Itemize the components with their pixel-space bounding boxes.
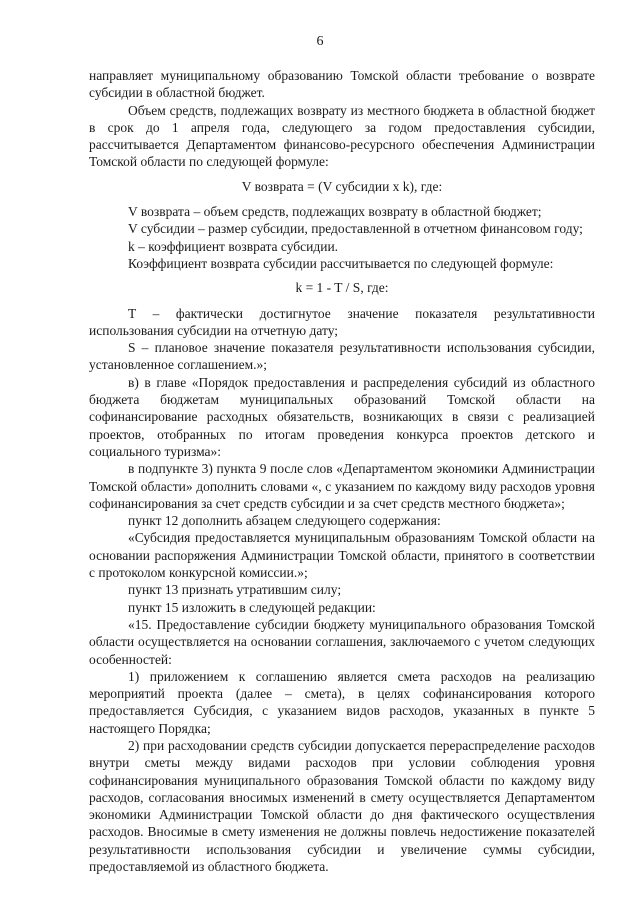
formula-volume: V возврата = (V субсидии x k), где: (241, 178, 443, 194)
paragraph: «15. Предоставление субсидии бюджету муниципального образования Томской области осуществляется на основании соглашения, заключаемого с учетом следующих особенностей: (89, 616, 595, 667)
list-item: 2) при расходовании средств субсидии допускается перераспределение расходов внутри сметы между видами расходов при условии соблюдения уровня софинансирования муниципального образования Томской области по каждому виду расходов, согласования вносимых изменений в смету осуществляется Департаментом экономики Администрации Томской области до дня фактического осуществления расходов. Вносимые в смету изменения не должны повлечь недостижение показателей результативности использования субсидии и увеличение суммы субсидии, предоставляемой из областного бюджета. (89, 737, 595, 875)
definition-item: T – фактически достигнутое значение показателя результативности использования субсидии на отчетную дату; (89, 305, 595, 338)
definition-item: S – плановое значение показателя результативности использования субсидии, установленное соглашением.»; (89, 340, 595, 373)
definition-item: V субсидии – размер субсидии, предоставленной в отчетном финансовом году; (128, 221, 583, 237)
paragraph: в) в главе «Порядок предоставления и распределения субсидий из областного бюджета бюджетам муниципальных образований Томской области на софинансирование расходных обязательств, возникающих в связи с реализацией проектов, отобранных по итогам проведения конкурса проектов детского и социального туризма»: (89, 374, 595, 459)
paragraph: Объем средств, подлежащих возврату из местного бюджета в областной бюджет в срок до 1 апреля года, следующего за годом предоставления субсидии, рассчитывается Департаментом финансово-ресурсного обеспечения Администрации Томской области по следующей формуле: (89, 102, 595, 170)
paragraph: пункт 12 дополнить абзацем следующего содержания: (128, 513, 441, 529)
definition-item: V возврата – объем средств, подлежащих возврату в областной бюджет; (128, 204, 542, 220)
document-body (89, 67, 595, 875)
paragraph: направляет муниципальному образованию Томской области требование о возврате субсидии в областной бюджет. (89, 68, 595, 101)
paragraph: пункт 13 признать утратившим силу; (128, 582, 342, 598)
paragraph: в подпункте 3) пункта 9 после слов «Департаментом экономики Администрации Томской области» дополнить словами «, с указанием по каждому виду расходов уровня софинансирования за счет средств субсидии и за счет средств местного бюджета»; (89, 461, 595, 511)
paragraph: пункт 15 изложить в следующей редакции: (128, 599, 376, 615)
paragraph: Коэффициент возврата субсидии рассчитывается по следующей формуле: (128, 255, 554, 271)
definition-item: k – коэффициент возврата субсидии. (128, 238, 339, 254)
paragraph: «Субсидия предоставляется муниципальным образованиям Томской области на основании распоряжения Администрации Томской области, принятого в соответствии с протоколом конкурсной комиссии.»; (89, 530, 595, 581)
page-number: 6 (316, 34, 324, 49)
list-item: 1) приложением к соглашению является смета расходов на реализацию мероприятий проекта (далее – смета), в целях софинансирования которого предоставляется Субсидия, с указанием видов расходов, указанных в пункте 5 настоящего Порядка; (89, 668, 595, 736)
formula-coefficient: k = 1 - T / S, где: (295, 280, 389, 296)
